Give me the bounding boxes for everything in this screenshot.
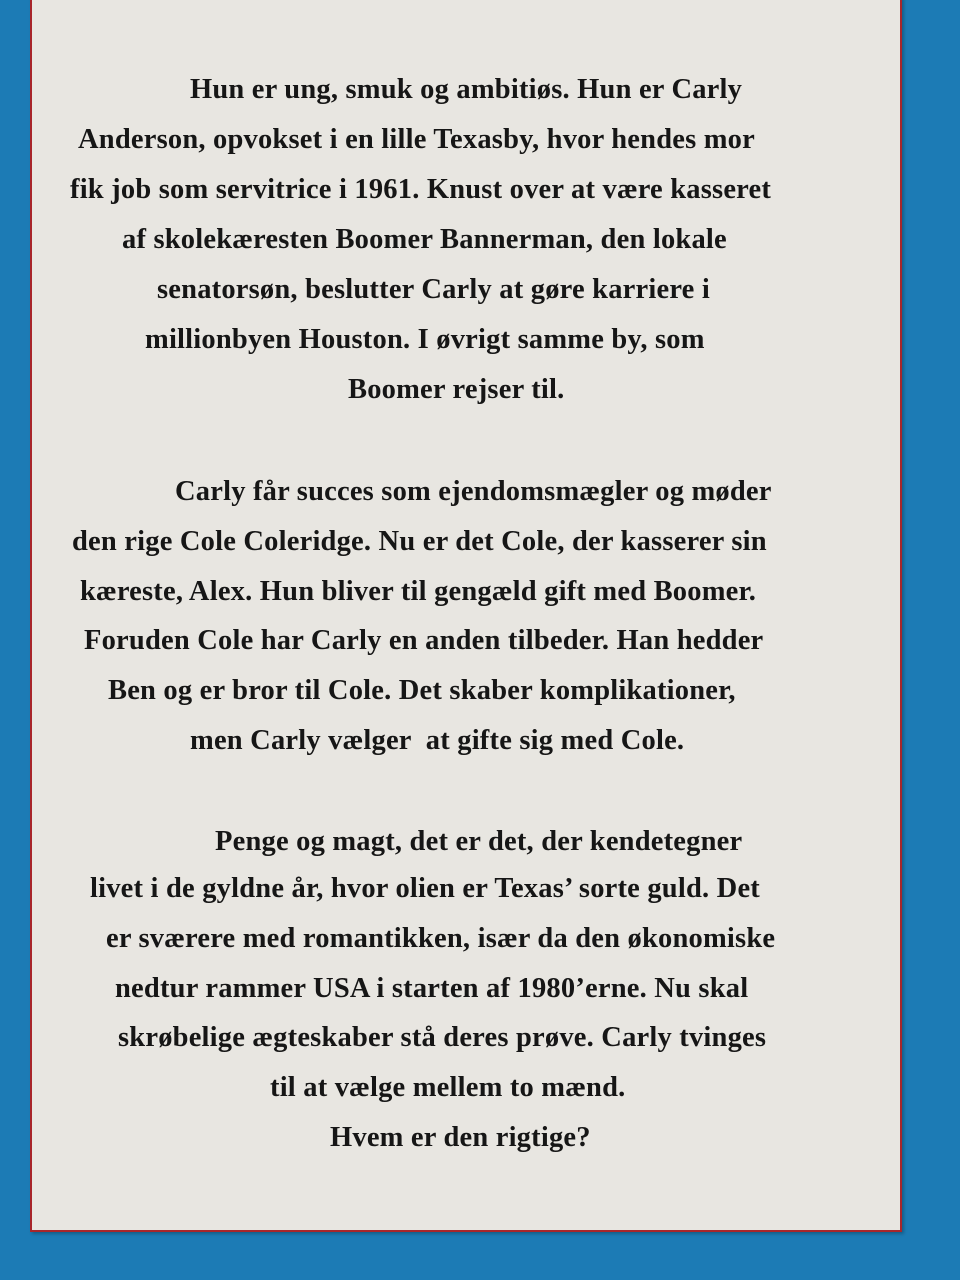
text-line: Foruden Cole har Carly en anden tilbeder. Han hedder (84, 625, 764, 656)
text-line: til at vælge mellem to mænd. (270, 1072, 626, 1103)
text-line: millionbyen Houston. I øvrigt samme by, som (145, 324, 705, 355)
text-line: nedtur rammer USA i starten af 1980’erne. Nu skal (115, 973, 749, 1004)
text-line: er sværere med romantikken, især da den økonomiske (106, 923, 776, 954)
text-line: Anderson, opvokset i en lille Texasby, hvor hendes mor (78, 124, 755, 155)
text-line: fik job som servitrice i 1961. Knust over at være kasseret (70, 174, 772, 205)
text-line: Penge og magt, det er det, der kendetegner (215, 826, 743, 857)
text-line: men Carly vælger at gifte sig med Cole. (190, 725, 685, 756)
text-line: af skolekæresten Boomer Bannerman, den lokale (122, 224, 727, 255)
text-line: Hvem er den rigtige? (330, 1122, 591, 1153)
text-line: livet i de gyldne år, hvor olien er Texas’ sorte guld. Det (90, 873, 760, 904)
text-line: Ben og er bror til Cole. Det skaber komplikationer, (108, 675, 736, 706)
text-line: senatorsøn, beslutter Carly at gøre karriere i (157, 274, 710, 305)
text-line: Hun er ung, smuk og ambitiøs. Hun er Carly (190, 74, 743, 105)
text-line: Carly får succes som ejendomsmægler og møder (175, 476, 772, 507)
text-line: skrøbelige ægteskaber stå deres prøve. Carly tvinges (118, 1022, 767, 1053)
text-line: kæreste, Alex. Hun bliver til gengæld gift med Boomer. (80, 576, 757, 607)
text-line: den rige Cole Coleridge. Nu er det Cole, der kasserer sin (72, 526, 767, 557)
text-line: Boomer rejser til. (348, 374, 565, 405)
